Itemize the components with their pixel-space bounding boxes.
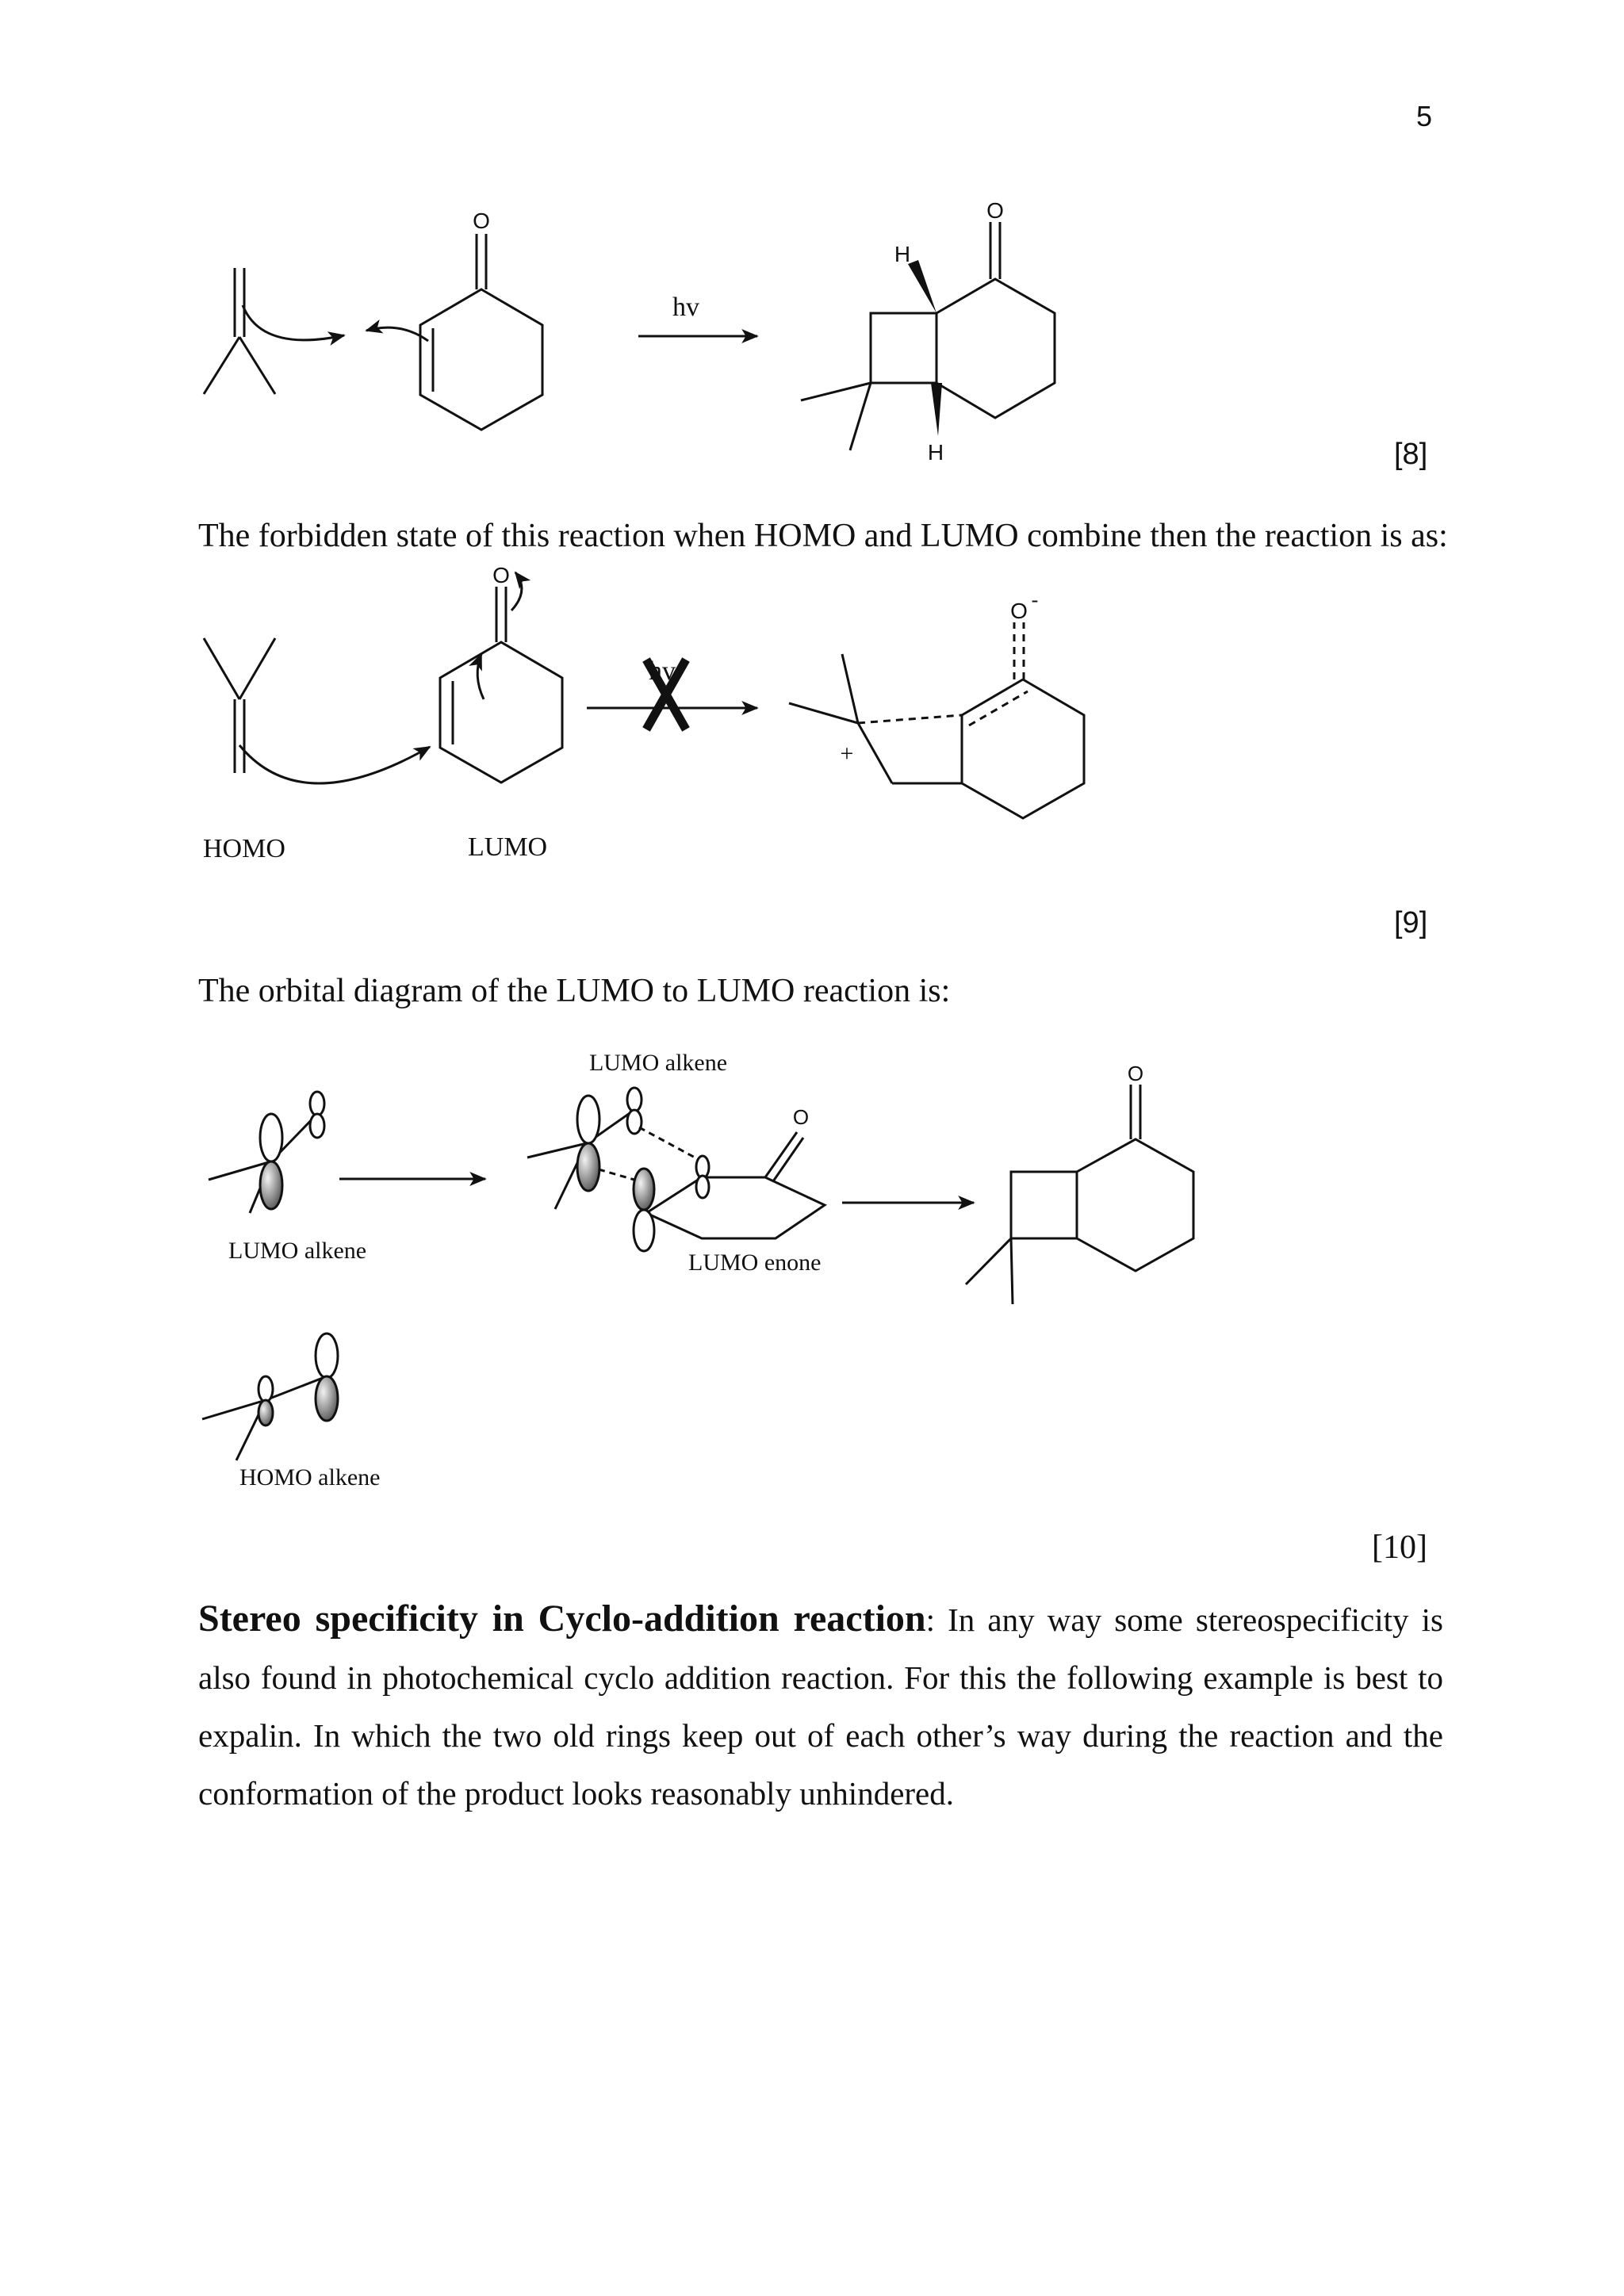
curved-arrow-enone [366, 327, 428, 341]
oxygen-anion-label: O [1010, 599, 1028, 623]
enone-lumo-structure [440, 572, 562, 783]
text-orbital-diagram: The orbital diagram of the LUMO to LUMO reaction is: [198, 973, 951, 1009]
paragraph-body: In any way some stereospecificity is also found in photochemical cyclo addition reaction. For this the following example is best to expalin. In which the two old rings keep out of each other’s way during the reaction and the conformation of the product looks reasonably unhindered. [198, 1601, 1443, 1812]
oxygen-atom-label: O [473, 209, 490, 233]
stereo-specificity-paragraph [198, 1590, 1443, 1823]
anion-charge: - [1031, 588, 1039, 611]
scheme-3-orbital-diagram [0, 1031, 1624, 1506]
text-forbidden-state: The forbidden state of this reaction when HOMO and LUMO combine then the reaction is as: [198, 518, 1448, 554]
homo-alkene-orbitals [202, 1334, 338, 1460]
alkene-homo-structure [204, 638, 430, 783]
reference-10: [10] [1372, 1529, 1427, 1566]
reagent-hv-label: hv [672, 293, 699, 322]
section-heading: Stereo specificity in Cyclo-addition reaction [198, 1598, 926, 1640]
transition-state-orbitals [527, 1088, 825, 1251]
lumo-label: LUMO [468, 832, 548, 862]
lumo-alkene-top-label: LUMO alkene [588, 1050, 728, 1076]
lumo-enone-label: LUMO enone [688, 1249, 822, 1276]
reference-9: [9] [1394, 906, 1428, 939]
cyclobutane-product-structure [966, 1085, 1193, 1304]
zwitterion-product-structure [789, 622, 1084, 818]
cation-charge: + [840, 740, 854, 767]
homo-label: HOMO [203, 834, 285, 863]
reagent-hv-label: hv [649, 656, 676, 686]
heading-colon: : [925, 1601, 936, 1638]
scheme-2-forbidden-reaction [0, 555, 1624, 888]
scheme-1-photocycloaddition [0, 182, 1624, 484]
bicyclic-product-structure [801, 222, 1055, 450]
homo-alkene-label: HOMO alkene [239, 1464, 381, 1490]
hydrogen-atom-label: H [894, 242, 911, 266]
lumo-alkene-label: LUMO alkene [228, 1238, 367, 1264]
oxygen-atom-label: O [1127, 1062, 1144, 1085]
lumo-alkene-orbitals [209, 1092, 324, 1213]
oxygen-atom-label: O [492, 563, 510, 587]
page-number: 5 [1416, 100, 1433, 132]
wedge-bond-bottom [931, 383, 942, 436]
oxygen-atom-label: O [792, 1105, 810, 1129]
wedge-bond-top [908, 260, 936, 313]
hydrogen-atom-label: H [927, 440, 944, 465]
oxygen-atom-label: O [986, 198, 1004, 223]
isobutylene-structure [204, 268, 344, 394]
reference-8: [8] [1394, 438, 1428, 471]
cyclohexenone-structure [420, 234, 542, 430]
